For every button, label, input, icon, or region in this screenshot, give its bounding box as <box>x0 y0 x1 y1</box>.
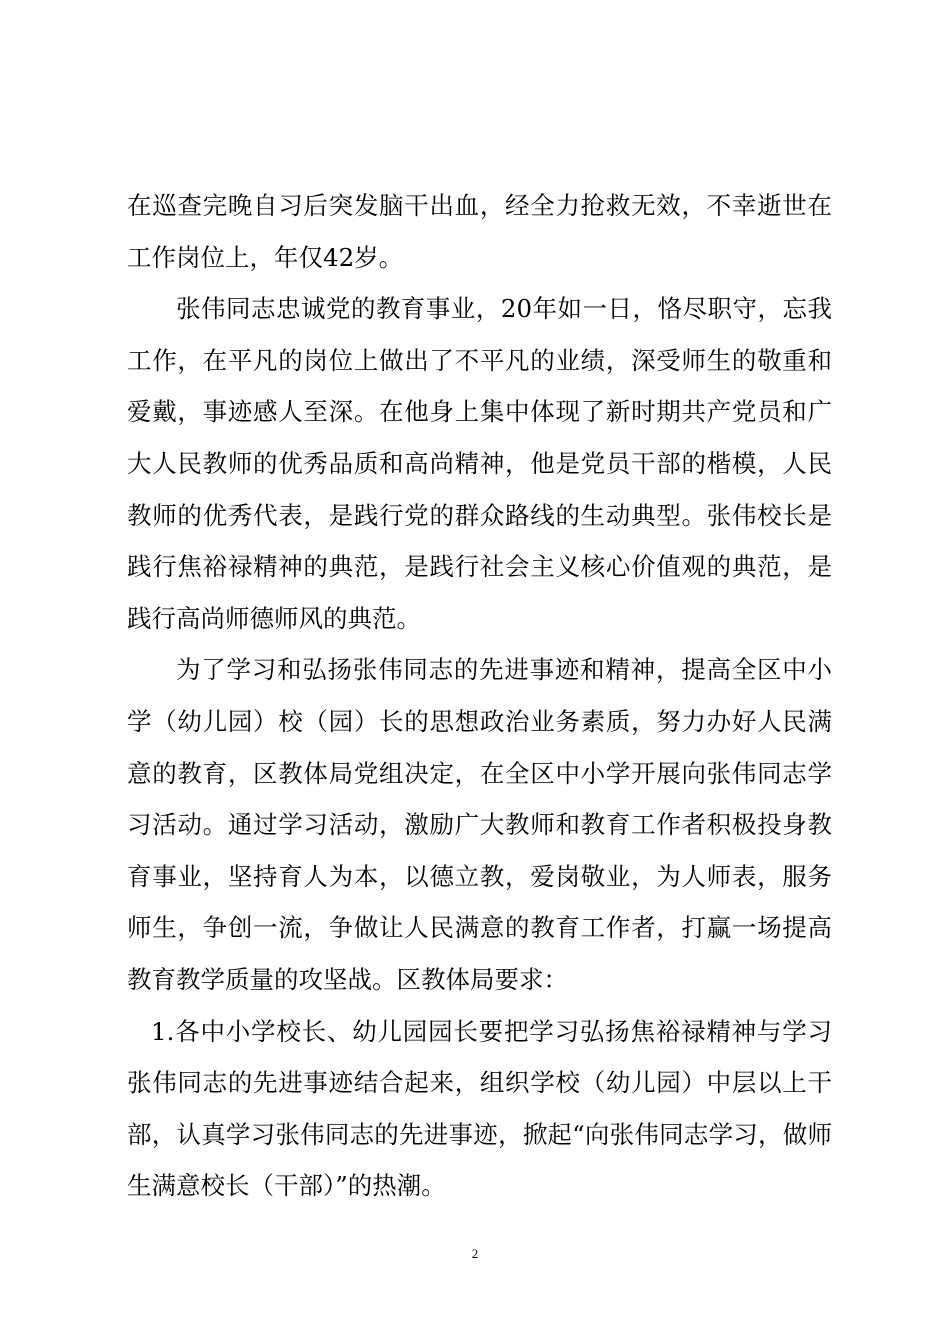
page-number: 2 <box>471 1246 479 1261</box>
paragraph-requirement-1: 1.各中小学校长、幼儿园园长要把学习弘扬焦裕禄精神与学习张伟同志的先进事迹结合起来，组织学校（幼儿园）中层以上干部，认真学习张伟同志的先进事迹，掀起“向张伟同志学习，做师生满意校长（干部）”的热潮。 <box>127 1016 832 1201</box>
paragraph-zhangwei-tribute: 张伟同志忠诚党的教育事业，20年如一日，恪尽职守，忘我工作，在平凡的岗位上做出了不平凡的业绩，深受师生的敬重和爱戴，事迹感人至深。在他身上集中体现了新时期共产党员和广大人民教师的优秀品质和高尚精神，他是党员干部的楷模，人民教师的优秀代表，是践行党的群众路线的生动典型。张伟校长是践行焦裕禄精神的典范，是践行社会主义核心价值观的典范，是践行高尚师德师风的典范。 <box>127 294 832 633</box>
body-text <box>127 180 832 1212</box>
paragraph-continuation: 在巡查完晚自习后突发脑干出血，经全力抢救无效，不幸逝世在工作岗位上，年仅42岁。 <box>127 191 832 272</box>
paragraph-learning-activity: 为了学习和弘扬张伟同志的先进事迹和精神，提高全区中小学（幼儿园）校（园）长的思想政治业务素质，努力办好人民满意的教育，区教体局党组决定，在全区中小学开展向张伟同志学习活动。通过学习活动，激励广大教师和教育工作者积极投身教育事业，坚持育人为本，以德立教，爱岗敬业，为人师表，服务师生，争创一流，争做让人民满意的教育工作者，打赢一场提高教育教学质量的攻坚战。区教体局要求： <box>127 655 832 994</box>
